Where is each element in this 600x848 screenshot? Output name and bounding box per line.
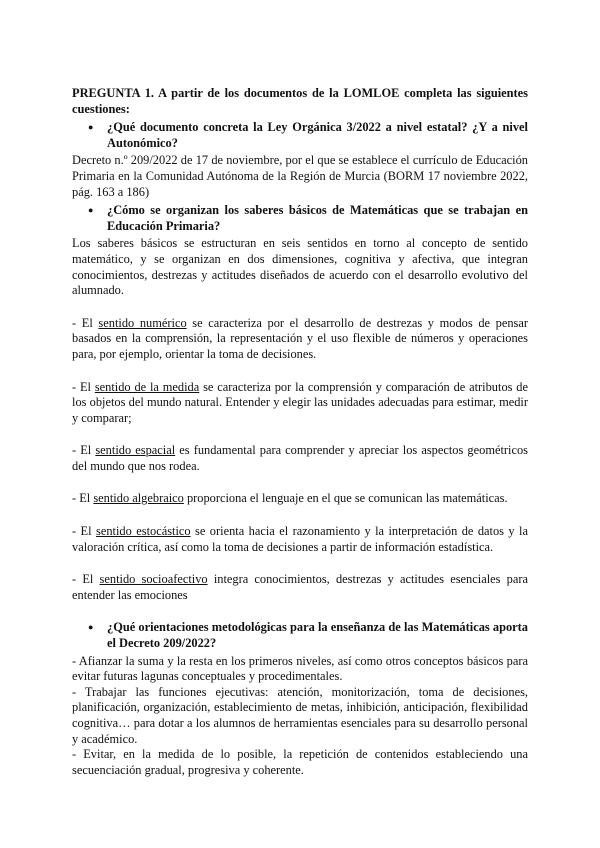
sense-term: sentido de la medida <box>94 379 200 394</box>
method-line: - Trabajar las funciones ejecutivas: atención, monitorización, toma de decisiones, planificación, organización, establecimiento de metas, inhibición, anticipación, flexibilidad cognitiva… para dotar a los alumnos de herramientas esenciales para su desarrollo personal y académico. <box>72 684 528 746</box>
question-2 <box>72 203 528 234</box>
sense-term: sentido estocástico <box>96 524 191 539</box>
sense-item-algebraic: - El sentido algebraico proporciona el lenguaje en el que se comunican las matemáticas. <box>72 491 508 506</box>
method-line: - Evitar, en la medida de lo posible, la repetición de contenidos estableciendo una secuenciación gradual, progresiva y coherente. <box>72 747 528 777</box>
sense-item-socioaffective: - El sentido socioafectivo integra conocimientos, destrezas y actitudes esenciales para entender las emociones <box>72 572 528 602</box>
bullet-icon: ● <box>88 122 94 133</box>
question-title: PREGUNTA 1. A partir de los documentos de la LOMLOE completa las siguientes cuestiones: <box>72 86 528 116</box>
sense-term: sentido algebraico <box>93 491 184 506</box>
sense-item-numeric: - El sentido numérico se caracteriza por el desarrollo de destrezas y modos de pensar basados en la comprensión, la representación y el uso flexible de números y operaciones para, por ejemplo, orientar la toma de decisiones. <box>72 315 528 361</box>
document-page <box>72 86 528 778</box>
question-3 <box>72 620 528 651</box>
bullet-icon: ● <box>88 622 94 633</box>
sense-item-stochastic: - El sentido estocástico se orienta hacia el razonamiento y la interpretación de datos y la valoración crítica, así como la toma de decisiones a partir de información estadística. <box>72 524 528 554</box>
question-2-text: ¿Cómo se organizan los saberes básicos de Matemáticas que se trabajan en Educación Primaria? <box>107 203 528 233</box>
sense-term: sentido espacial <box>95 443 176 458</box>
sense-item-measure: - El sentido de la medida se caracteriza por la comprensión y comparación de atributos de los objetos del mundo natural. Entender y elegir las unidades adecuadas para estimar, medir y comparar; <box>72 379 528 425</box>
question-1 <box>72 120 528 151</box>
answer-1: Decreto n.º 209/2022 de 17 de noviembre, por el que se establece el currículo de Educación Primaria en la Comunidad Autónoma de la Región de Murcia (BORM 17 noviembre 2022, pág. 163 a 186) <box>72 153 528 199</box>
sense-term: sentido socioafectivo <box>99 572 208 587</box>
sense-item-spatial: - El sentido espacial es fundamental para comprender y apreciar los aspectos geométricos del mundo que nos rodea. <box>72 443 528 473</box>
answer-2-intro: Los saberes básicos se estructuran en seis sentidos en torno al concepto de sentido matemático, y se organizan en dos dimensiones, cognitiva y afectiva, que integran conocimientos, destrezas y actitudes diseñados de acuerdo con el desarrollo evolutivo del alumnado. <box>72 236 528 298</box>
method-line: - Afianzar la suma y la resta en los primeros niveles, así como otros conceptos básicos para evitar futuras lagunas conceptuales y procedimentales. <box>72 653 528 684</box>
sense-term: sentido numérico <box>98 315 187 330</box>
question-3-text: ¿Qué orientaciones metodológicas para la enseñanza de las Matemáticas aporta el Decreto 209/2022? <box>107 620 528 651</box>
question-1-text: ¿Qué documento concreta la Ley Orgánica 3/2022 a nivel estatal? ¿Y a nivel Autonómico? <box>107 120 528 150</box>
bullet-icon: ● <box>88 205 94 216</box>
